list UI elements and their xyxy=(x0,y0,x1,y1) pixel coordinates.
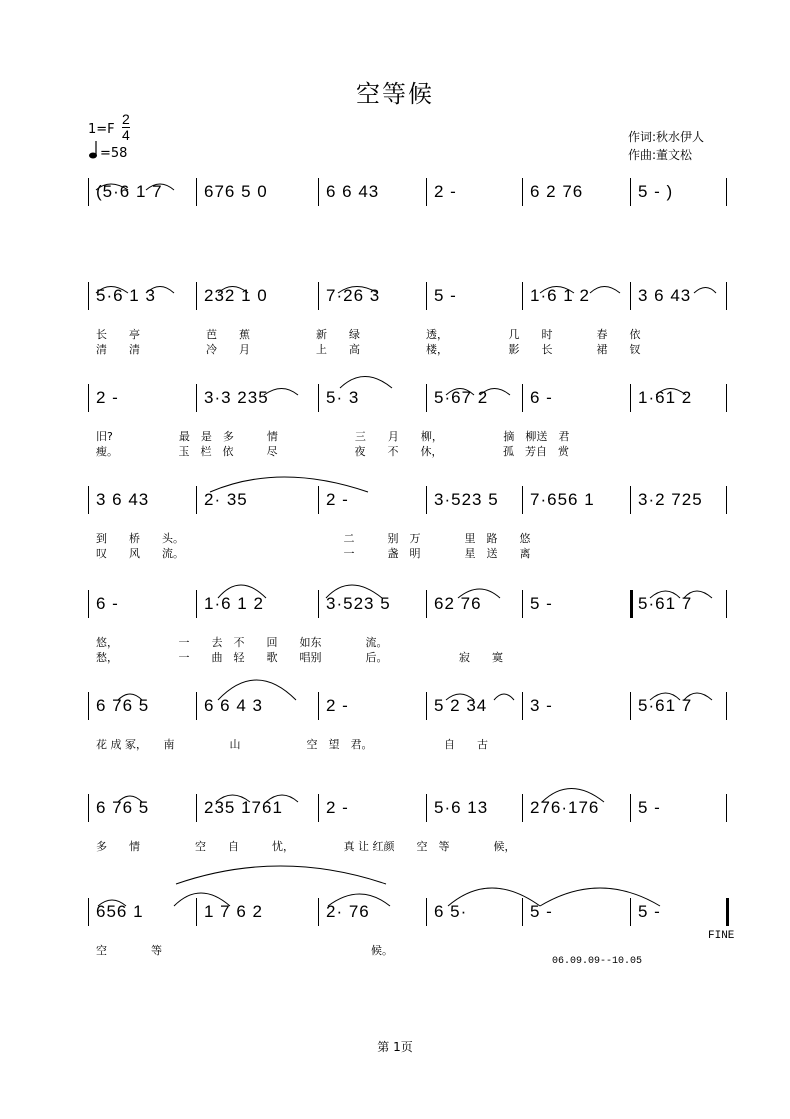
measure: 2 - xyxy=(326,490,349,509)
measure: 2· 35 xyxy=(204,490,248,509)
measure: 7·26 3 xyxy=(326,286,381,305)
measure: 6 76 5 xyxy=(96,696,150,715)
slur xyxy=(118,694,142,700)
slur xyxy=(98,900,126,906)
slur xyxy=(218,585,266,598)
measure: 5 - xyxy=(530,594,553,613)
slur xyxy=(650,693,680,700)
measure: 5·6 1 3 xyxy=(96,286,156,305)
slur xyxy=(176,866,386,884)
measure: 3·3 235 xyxy=(204,388,269,407)
measure: 6 5· xyxy=(434,902,468,921)
lyric-line: 悠， 一 去 不 回 如东 流。 xyxy=(96,636,388,649)
slur xyxy=(216,795,250,802)
slur xyxy=(458,589,500,598)
slur xyxy=(446,694,474,700)
measure: 5 - xyxy=(530,902,553,921)
measure: 3 6 43 xyxy=(96,490,150,509)
measure: 1·6 1 2 xyxy=(204,594,264,613)
measure: 1·6 1 2 xyxy=(530,286,590,305)
lyric-line: 花 成 冢， 南 山 空 望 君。 自 古 xyxy=(96,738,488,751)
measure: 5·61 7 xyxy=(638,696,693,715)
slur xyxy=(540,287,574,294)
time-signature-top: 2 xyxy=(122,111,130,127)
slur xyxy=(540,888,660,906)
lyric-line: 愁， 一 曲 轻 歌 唱别 后。 寂 寞 xyxy=(96,651,503,664)
slur xyxy=(118,796,142,802)
slur xyxy=(542,789,604,803)
measure: 6 2 76 xyxy=(530,182,584,201)
measure: 3 - xyxy=(530,696,553,715)
slur xyxy=(446,389,474,396)
lyric-line: 叹 风 流。 一 盏 明 星 送 离 xyxy=(96,547,531,560)
slur xyxy=(494,694,514,700)
slur xyxy=(326,585,382,598)
measure: 235 1761 xyxy=(204,798,283,817)
slur xyxy=(448,888,540,906)
measure: 6 - xyxy=(530,388,553,407)
fine-marking: FINE xyxy=(708,930,735,942)
slur xyxy=(146,287,174,294)
measure: 2 - xyxy=(326,696,349,715)
measure: 676 5 0 xyxy=(204,182,268,201)
measure: (5·6 1 7 xyxy=(96,182,163,201)
date-stamp: 06.09.09--10.05 xyxy=(552,956,643,967)
measure: 2· 76 xyxy=(326,902,370,921)
tempo-marking: =58 xyxy=(100,146,128,161)
measure: 276·176 xyxy=(530,798,600,817)
slur xyxy=(590,287,620,294)
measure: 6 6 4 3 xyxy=(204,696,263,715)
lyric-line: 空 等 候。 xyxy=(96,944,393,957)
slur xyxy=(684,591,712,598)
slur xyxy=(174,893,230,906)
time-signature-bottom: 4 xyxy=(122,127,130,143)
slur xyxy=(656,389,686,396)
lyric-line: 长 亭 芭 蕉 新 绿 透， 几 时 春 依 xyxy=(96,328,641,341)
measure: 6 - xyxy=(96,594,119,613)
measure: 2 - xyxy=(434,182,457,201)
measure: 5·61 7 xyxy=(638,594,693,613)
measure: 3 6 43 xyxy=(638,286,692,305)
measure: 5 - xyxy=(434,286,457,305)
slur xyxy=(340,377,392,389)
lyric-line: 到 桥 头。 二 别 万 里 路 悠 xyxy=(96,532,531,545)
lyric-line: 多 情 空 自 忧， 真 让 红颜 空 等 候， xyxy=(96,840,516,853)
slur xyxy=(684,693,712,700)
page-number: 第 1页 xyxy=(377,1040,413,1054)
slur xyxy=(338,287,378,294)
key-signature: 1=F xyxy=(88,122,115,137)
measure: 5 2 34 xyxy=(434,696,488,715)
measure: 6 6 43 xyxy=(326,182,380,201)
song-title: 空等候 xyxy=(356,80,434,108)
slur xyxy=(146,184,174,190)
measure: 5·6 13 xyxy=(434,798,489,817)
lyric-line: 清 清 冷 月 上 高 楼， 影 长 裙 钗 xyxy=(96,343,641,356)
lyric-line: 瘦。 玉 栏 依 尽 夜 不 休， 孤 芳自 赏 xyxy=(96,445,569,458)
measure: 5· 3 xyxy=(326,388,360,407)
slur xyxy=(694,288,716,294)
measure: 7·656 1 xyxy=(530,490,595,509)
measure: 5 - xyxy=(638,798,661,817)
slur xyxy=(96,184,128,190)
lyric-line: 旧? 最 是 多 情 三 月 柳， 摘 柳送 君 xyxy=(96,430,570,443)
measure: 5·67 2 xyxy=(434,388,489,407)
measure: 2 - xyxy=(96,388,119,407)
measure: 3·2 725 xyxy=(638,490,703,509)
measure: 1 7 6 2 xyxy=(204,902,263,921)
composer-credit: 作曲:董文松 xyxy=(628,148,693,162)
measure: 5 - ) xyxy=(638,182,674,201)
measure: 62 76 xyxy=(434,594,482,613)
slur xyxy=(210,477,368,492)
measure: 3·523 5 xyxy=(326,594,391,613)
measure: 232 1 0 xyxy=(204,286,268,305)
slur xyxy=(96,287,128,294)
measure: 5 - xyxy=(638,902,661,921)
measure: 6 76 5 xyxy=(96,798,150,817)
slur xyxy=(650,591,680,598)
slur xyxy=(266,795,298,802)
measure: 3·523 5 xyxy=(434,490,499,509)
measure: 1·61 2 xyxy=(638,388,693,407)
lyricist-credit: 作词:秋水伊人 xyxy=(628,130,705,144)
slur xyxy=(218,287,248,294)
slur xyxy=(328,894,390,906)
slur xyxy=(480,389,510,396)
measure: 2 - xyxy=(326,798,349,817)
slur xyxy=(218,680,296,700)
slur xyxy=(264,389,298,396)
measure: 656 1 xyxy=(96,902,144,921)
